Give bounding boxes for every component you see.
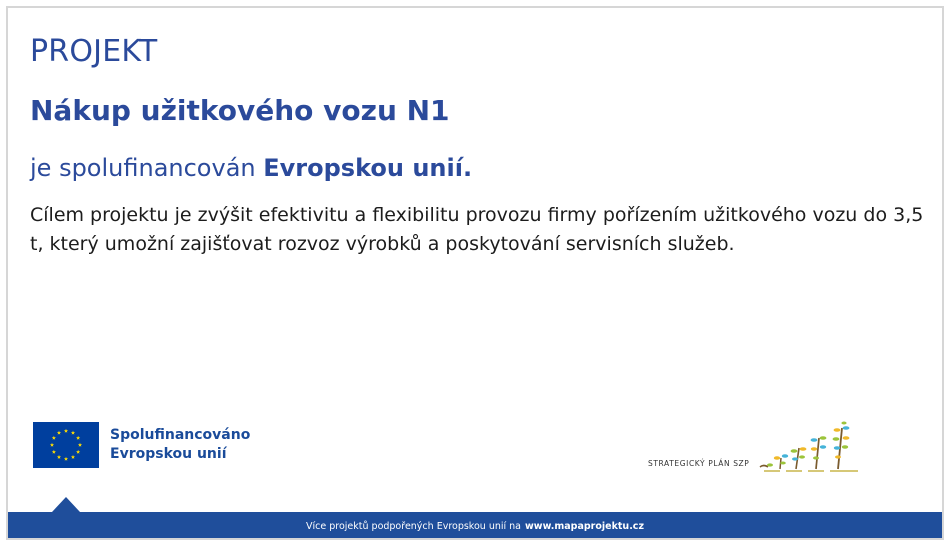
eu-star-icon xyxy=(57,431,61,435)
eu-star-icon xyxy=(78,443,82,447)
eu-star-icon xyxy=(64,429,68,433)
project-name: Nákup užitkového vozu N1 xyxy=(30,94,450,127)
poster-label: PROJEKT xyxy=(30,34,158,69)
footer-notch xyxy=(52,497,80,512)
eu-logo-text xyxy=(110,426,250,464)
plants-icon xyxy=(750,420,864,472)
szp-logo-text: STRATEGICKÝ PLÁN SZP xyxy=(648,459,750,468)
eu-star-icon xyxy=(71,455,75,459)
eu-star-icon xyxy=(50,443,54,447)
eu-logo-line1: Spolufinancováno xyxy=(110,427,251,443)
szp-logo xyxy=(644,420,864,472)
footer-text: Více projektů podpořených Evropskou unií na xyxy=(306,520,522,532)
footer-link[interactable]: www.mapaprojektu.cz xyxy=(525,520,644,532)
eu-star-icon xyxy=(52,436,56,440)
eu-logo-line2: Evropskou unií xyxy=(110,446,227,462)
eu-flag-icon xyxy=(33,422,99,468)
cofinanced-statement xyxy=(30,154,472,182)
eu-star-icon xyxy=(71,431,75,435)
eu-logo xyxy=(33,422,250,468)
eu-star-icon xyxy=(76,436,80,440)
eu-stars-icon xyxy=(33,422,99,468)
eu-star-icon xyxy=(57,455,61,459)
cofinanced-emphasis: Evropskou unií. xyxy=(263,154,473,182)
eu-star-icon xyxy=(76,450,80,454)
project-poster xyxy=(6,6,944,540)
cofinanced-prefix: je spolufinancován xyxy=(30,154,256,182)
eu-star-icon xyxy=(52,450,56,454)
footer-bar xyxy=(8,512,942,540)
project-description: Cílem projektu je zvýšit efektivitu a flexibilitu provozu firmy pořízením užitkového vozu do 3,5 t, který umožní zajišťovat rozvoz výrobků a poskytování servisních služeb. xyxy=(30,204,924,255)
eu-star-icon xyxy=(64,457,68,461)
